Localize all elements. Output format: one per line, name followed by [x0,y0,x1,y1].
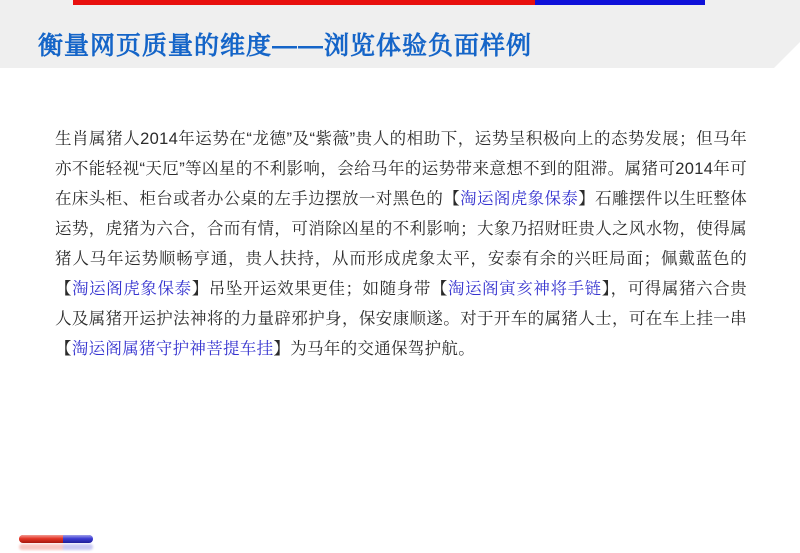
footer-reflection-blue [63,544,93,550]
product-link[interactable]: 淘运阁寅亥神将手链 [448,280,602,298]
page-title: 衡量网页质量的维度——浏览体验负面样例 [38,32,533,60]
footer-accent-reflection [19,544,93,550]
product-link[interactable]: 淘运阁虎象保泰 [460,190,579,208]
product-link[interactable]: 淘运阁属猪守护神菩提车挂 [71,340,274,358]
top-accent-bar-blue [535,0,705,5]
header-corner-chamfer [774,42,800,68]
paragraph-text: 生肖属猪人2014年运势在“龙德”及“紫薇”贵人的相助下，运势呈积极向上的态势发展；但马年亦不能轻视“天厄”等凶星的不利影响，会给马年的运势带来意想不到的阻滞。属猪可2014年可在床头柜、柜台或者办公桌的左手边摆放一对黑色的【 [55,130,747,208]
footer-accent-blue [63,535,93,543]
paragraph-text: 】吊坠开运效果更佳；如随身带【 [191,280,448,298]
footer-reflection-red [19,544,63,550]
footer-accent-red [19,535,63,543]
footer-accent-bar [19,535,93,543]
body-paragraph [55,124,747,364]
product-link[interactable]: 淘运阁虎象保泰 [72,280,192,298]
paragraph-text: 】为马年的交通保驾护航。 [273,340,476,358]
paragraph-text: 】石雕摆件以生旺整体运势，虎猪为六合，合而有情，可消除凶星的不利影响；大象乃招财旺贵人之风水物，使得属猪人马年运势顺畅亨通，贵人扶持，从而形成虎象太平，安泰有余的兴旺局面；佩戴蓝色的【 [55,190,748,298]
top-accent-bar-red [73,0,535,5]
paragraph-text: 】，可得属猪六合贵人及属猪开运护法神将的力量辟邪护身，保安康顺遂。对于开车的属猪人士，可在车上挂一串【 [55,280,748,358]
